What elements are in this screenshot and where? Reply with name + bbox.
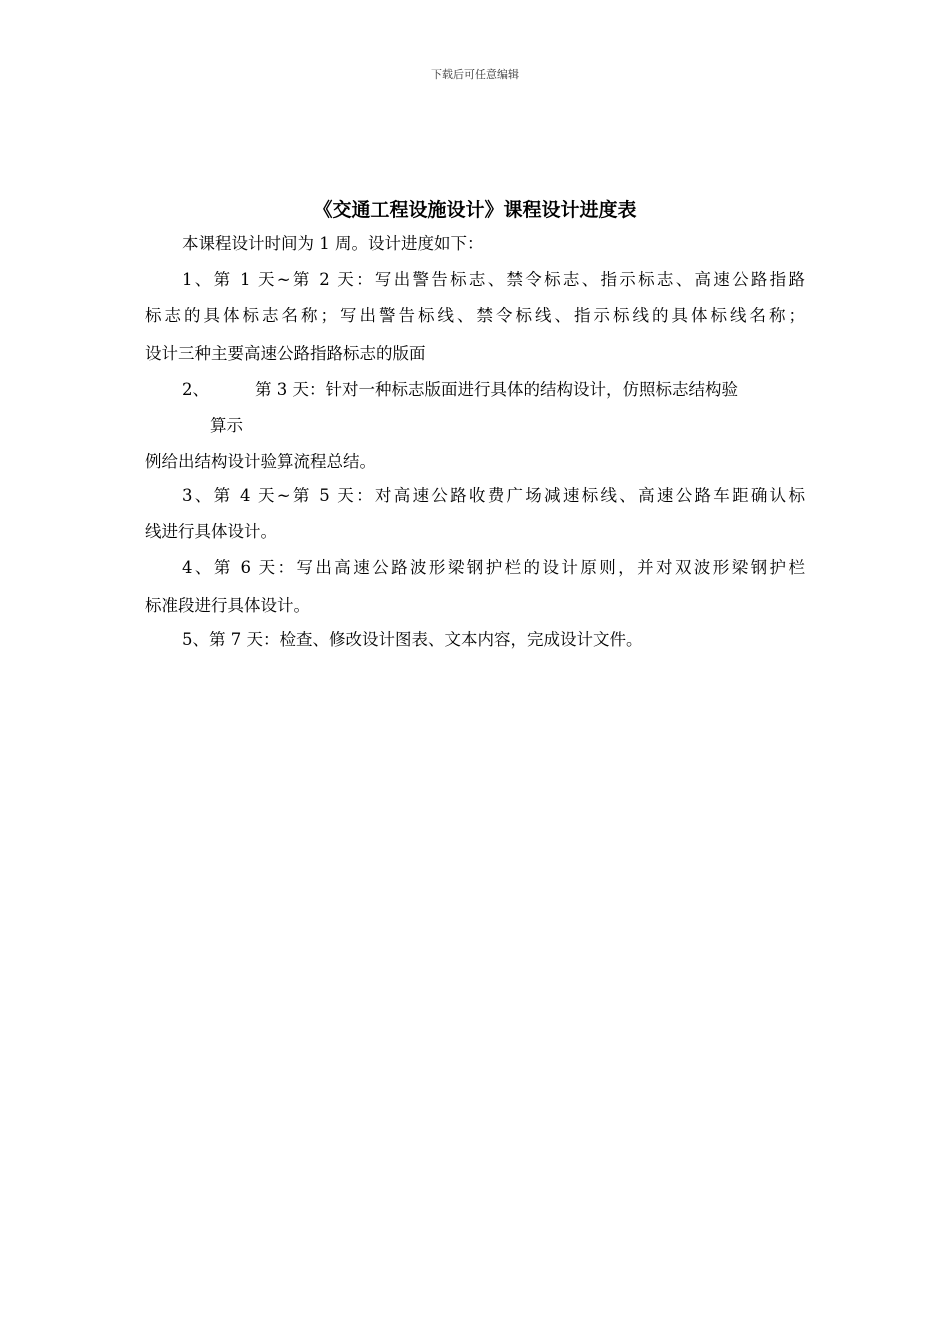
item-1-line-1: 1、第 1 天~第 2 天：写出警告标志、禁令标志、指示标志、高速公路指路 [182, 270, 805, 289]
item-4-line-2: 标准段进行具体设计。 [145, 596, 310, 615]
item-1-line-2: 标志的具体标志名称；写出警告标线、禁令标线、指示标线的具体标线名称； [145, 306, 805, 325]
item-2-text: 第 3 天：针对一种标志版面进行具体的结构设计，仿照标志结构验 [255, 380, 738, 399]
intro-paragraph: 本课程设计时间为 1 周。设计进度如下： [182, 234, 484, 253]
document-title: 《交通工程设施设计》课程设计进度表 [313, 199, 637, 221]
item-5-line-1: 5、第 7 天：检查、修改设计图表、文本内容，完成设计文件。 [182, 630, 643, 649]
header-note: 下载后可任意编辑 [431, 68, 519, 81]
item-3-line-1: 3、第 4 天~第 5 天：对高速公路收费广场减速标线、高速公路车距确认标 [182, 486, 805, 505]
item-3-line-2: 线进行具体设计。 [145, 522, 277, 541]
item-4-line-1: 4、第 6 天：写出高速公路波形梁钢护栏的设计原则，并对双波形梁钢护栏 [182, 558, 805, 577]
item-2-line-3: 例给出结构设计验算流程总结。 [145, 452, 376, 471]
item-2-line-2: 算示 [210, 416, 243, 435]
item-2-line-1 [182, 380, 805, 400]
item-1-line-3: 设计三种主要高速公路指路标志的版面 [145, 344, 426, 363]
item-2-number: 2、 [182, 380, 209, 399]
